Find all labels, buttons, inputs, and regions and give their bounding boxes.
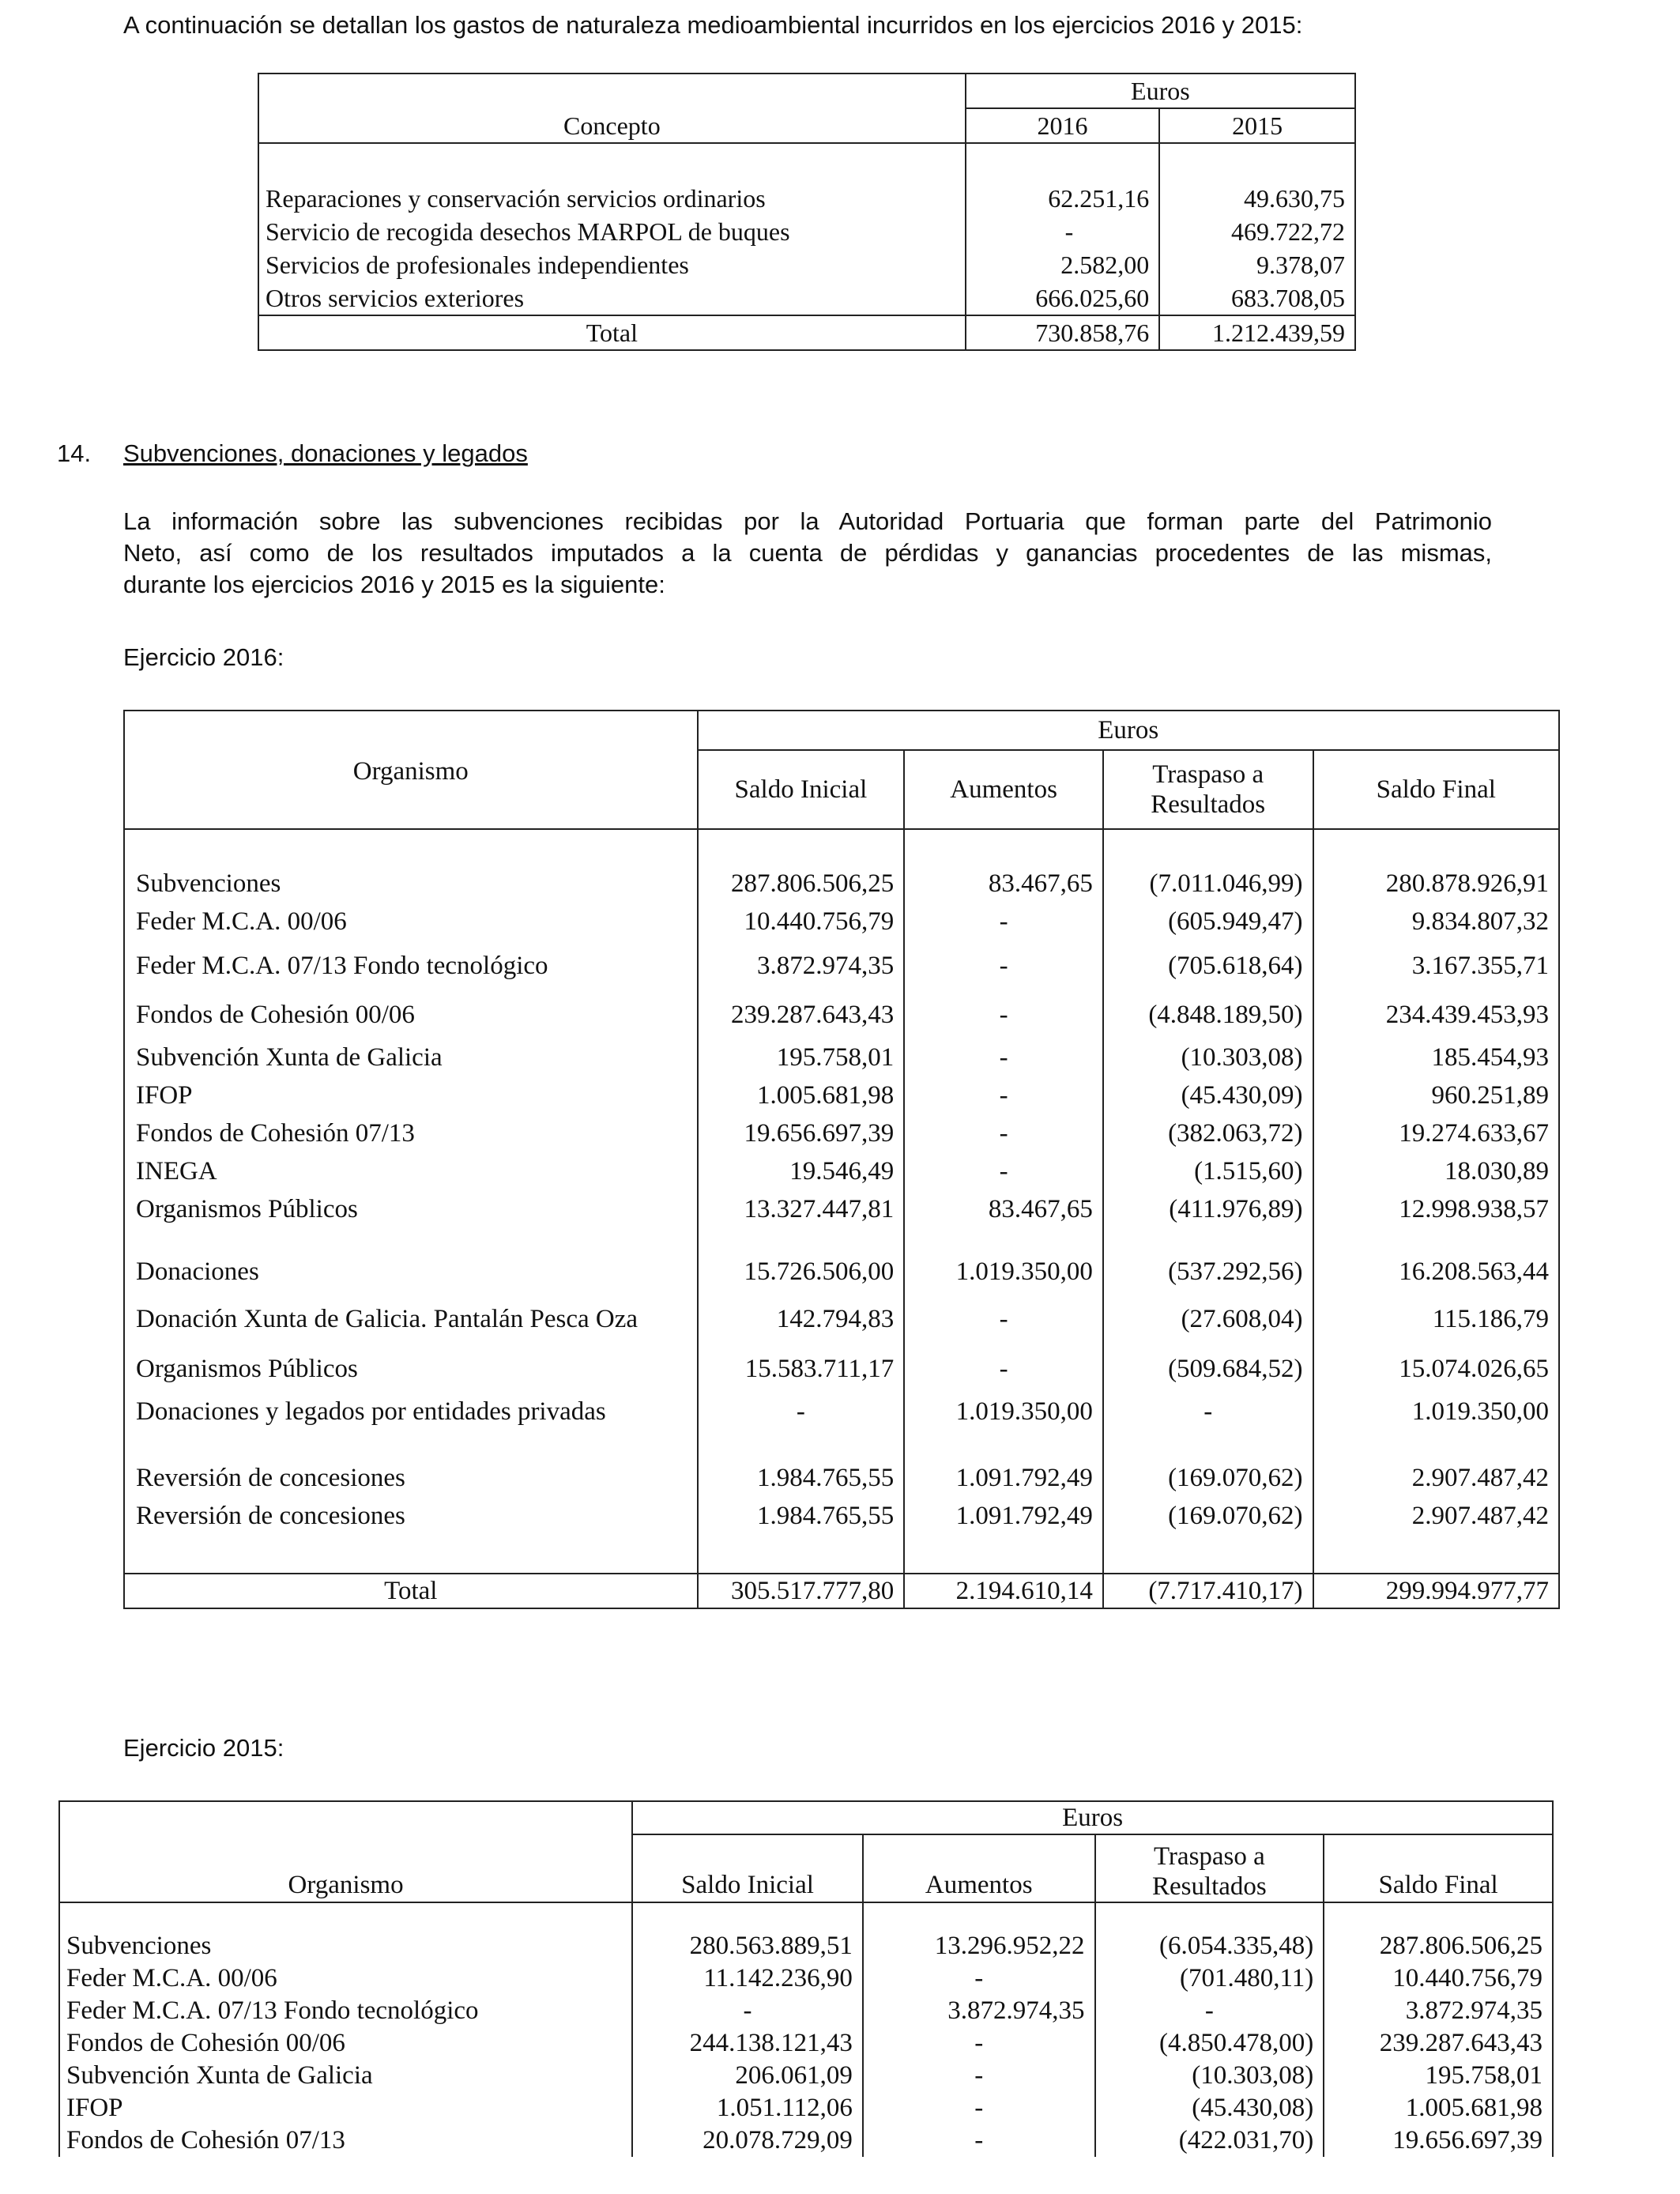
total-2016: 730.858,76 bbox=[966, 315, 1160, 350]
paragraph-line: Neto, así como de los resultados imputados a la cuenta de pérdidas y ganancias procedentes de las mismas, bbox=[123, 539, 1492, 567]
cell-traspaso: (382.063,72) bbox=[1103, 1114, 1313, 1152]
table-row bbox=[124, 1497, 1559, 1535]
cell-aumentos: - bbox=[863, 2027, 1095, 2060]
table-row bbox=[124, 1114, 1559, 1152]
row-label: INEGA bbox=[136, 1157, 217, 1186]
cell-traspaso: - bbox=[1103, 1393, 1313, 1431]
cell-saldo-final: 115.186,79 bbox=[1313, 1293, 1559, 1345]
total-row bbox=[124, 1574, 1559, 1608]
table-row bbox=[124, 941, 1559, 991]
table-row bbox=[258, 215, 1355, 248]
row-label: Fondos de Cohesión 00/06 bbox=[136, 1001, 415, 1029]
total-saldo-inicial: 305.517.777,80 bbox=[698, 1574, 905, 1608]
row-label: Feder M.C.A. 07/13 Fondo tecnológico bbox=[136, 952, 548, 980]
table-row bbox=[59, 1962, 1553, 1995]
row-label: Servicios de profesionales independientes bbox=[266, 251, 689, 279]
cell-traspaso: (509.684,52) bbox=[1103, 1345, 1313, 1393]
cell-2015: 49.630,75 bbox=[1159, 182, 1355, 215]
table-row bbox=[124, 991, 1559, 1039]
cell-aumentos: - bbox=[904, 941, 1103, 991]
cell-saldo-inicial: 10.440.756,79 bbox=[698, 903, 905, 941]
cell-saldo-final: 1.005.681,98 bbox=[1324, 2092, 1553, 2124]
table-row bbox=[59, 2027, 1553, 2060]
header-traspaso-line1: Traspaso a bbox=[1152, 760, 1264, 789]
cell-saldo-final: 10.440.756,79 bbox=[1324, 1962, 1553, 1995]
total-traspaso: (7.717.410,17) bbox=[1103, 1574, 1313, 1608]
environmental-expenses-table bbox=[258, 73, 1356, 351]
cell-saldo-inicial: 15.583.711,17 bbox=[698, 1345, 905, 1393]
cell-aumentos: - bbox=[904, 1152, 1103, 1190]
table-row bbox=[124, 1293, 1559, 1345]
cell-aumentos: 1.091.792,49 bbox=[904, 1497, 1103, 1535]
section-number: 14. bbox=[57, 439, 92, 467]
cell-traspaso: (411.976,89) bbox=[1103, 1190, 1313, 1228]
header-traspaso bbox=[1095, 1834, 1324, 1902]
table-row bbox=[59, 1995, 1553, 2027]
cell-2015: 469.722,72 bbox=[1159, 215, 1355, 248]
cell-saldo-final: 19.274.633,67 bbox=[1313, 1114, 1559, 1152]
header-concepto: Concepto bbox=[258, 74, 966, 143]
cell-traspaso: (1.515,60) bbox=[1103, 1152, 1313, 1190]
table-row bbox=[59, 2060, 1553, 2092]
row-label: Otros servicios exteriores bbox=[266, 284, 525, 312]
cell-traspaso: (701.480,11) bbox=[1095, 1962, 1324, 1995]
table-row bbox=[124, 1345, 1559, 1393]
cell-traspaso: (605.949,47) bbox=[1103, 903, 1313, 941]
total-label: Total bbox=[124, 1574, 698, 1608]
total-saldo-final: 299.994.977,77 bbox=[1313, 1574, 1559, 1608]
table-row bbox=[258, 281, 1355, 315]
table-row bbox=[124, 1190, 1559, 1228]
cell-traspaso: (27.608,04) bbox=[1103, 1293, 1313, 1345]
header-saldo-inicial: Saldo Inicial bbox=[632, 1834, 863, 1902]
cell-saldo-final: 3.167.355,71 bbox=[1313, 941, 1559, 991]
table-row bbox=[124, 1076, 1559, 1114]
cell-traspaso: (537.292,56) bbox=[1103, 1250, 1313, 1293]
cell-saldo-final: 195.758,01 bbox=[1324, 2060, 1553, 2092]
cell-aumentos: - bbox=[904, 1076, 1103, 1114]
cell-saldo-final: 15.074.026,65 bbox=[1313, 1345, 1559, 1393]
cell-traspaso: (169.070,62) bbox=[1103, 1459, 1313, 1497]
cell-2016: 666.025,60 bbox=[966, 281, 1160, 315]
row-label: IFOP bbox=[136, 1081, 193, 1110]
row-label: Servicio de recogida desechos MARPOL de buques bbox=[266, 217, 790, 246]
cell-aumentos: - bbox=[904, 1039, 1103, 1076]
row-label: Subvención Xunta de Galicia bbox=[136, 1043, 443, 1072]
table-row bbox=[124, 865, 1559, 903]
cell-saldo-final: 2.907.487,42 bbox=[1313, 1497, 1559, 1535]
row-label: Organismos Públicos bbox=[136, 1195, 358, 1223]
subsidies-2016-table bbox=[123, 710, 1560, 1609]
row-label: Organismos Públicos bbox=[136, 1355, 358, 1383]
cell-aumentos: - bbox=[904, 903, 1103, 941]
cell-traspaso: (705.618,64) bbox=[1103, 941, 1313, 991]
cell-saldo-inicial: 13.327.447,81 bbox=[698, 1190, 905, 1228]
cell-traspaso: (4.850.478,00) bbox=[1095, 2027, 1324, 2060]
ejercicio-2016-label: Ejercicio 2016: bbox=[123, 643, 284, 671]
cell-saldo-inicial: - bbox=[698, 1393, 905, 1431]
table-row bbox=[59, 2124, 1553, 2157]
cell-saldo-inicial: 206.061,09 bbox=[632, 2060, 863, 2092]
cell-2016: 2.582,00 bbox=[966, 248, 1160, 281]
cell-saldo-final: 1.019.350,00 bbox=[1313, 1393, 1559, 1431]
cell-traspaso: (169.070,62) bbox=[1103, 1497, 1313, 1535]
header-traspaso-line2: Resultados bbox=[1151, 790, 1266, 819]
total-label: Total bbox=[258, 315, 966, 350]
cell-saldo-inicial: 1.005.681,98 bbox=[698, 1076, 905, 1114]
cell-saldo-final: 185.454,93 bbox=[1313, 1039, 1559, 1076]
intro-text: A continuación se detallan los gastos de naturaleza medioambiental incurridos en los ejercicios 2016 y 2015: bbox=[123, 11, 1303, 39]
cell-saldo-inicial: 20.078.729,09 bbox=[632, 2124, 863, 2157]
cell-saldo-final: 9.834.807,32 bbox=[1313, 903, 1559, 941]
cell-saldo-inicial: 1.984.765,55 bbox=[698, 1459, 905, 1497]
cell-aumentos: 1.019.350,00 bbox=[904, 1250, 1103, 1293]
row-label: Reparaciones y conservación servicios ordinarios bbox=[266, 184, 766, 213]
cell-2016: - bbox=[966, 215, 1160, 248]
header-euros: Euros bbox=[698, 711, 1559, 750]
table-row bbox=[258, 182, 1355, 215]
table-row bbox=[59, 1930, 1553, 1962]
cell-aumentos: - bbox=[904, 1293, 1103, 1345]
cell-aumentos: - bbox=[904, 1345, 1103, 1393]
row-label: Subvención Xunta de Galicia bbox=[66, 2061, 373, 2090]
header-organismo: Organismo bbox=[124, 711, 698, 829]
header-saldo-inicial: Saldo Inicial bbox=[698, 750, 905, 829]
cell-saldo-inicial: 19.656.697,39 bbox=[698, 1114, 905, 1152]
row-label: Reversión de concesiones bbox=[136, 1464, 405, 1492]
cell-aumentos: - bbox=[863, 2060, 1095, 2092]
cell-traspaso: (10.303,08) bbox=[1103, 1039, 1313, 1076]
table-row bbox=[124, 1152, 1559, 1190]
cell-2016: 62.251,16 bbox=[966, 182, 1160, 215]
cell-saldo-inicial: 287.806.506,25 bbox=[698, 865, 905, 903]
row-label: Donaciones bbox=[136, 1257, 259, 1286]
cell-saldo-inicial: - bbox=[632, 1995, 863, 2027]
table-row bbox=[124, 1459, 1559, 1497]
cell-saldo-final: 280.878.926,91 bbox=[1313, 865, 1559, 903]
total-aumentos: 2.194.610,14 bbox=[904, 1574, 1103, 1608]
cell-saldo-final: 2.907.487,42 bbox=[1313, 1459, 1559, 1497]
header-aumentos: Aumentos bbox=[863, 1834, 1095, 1902]
cell-saldo-inicial: 280.563.889,51 bbox=[632, 1930, 863, 1962]
header-traspaso-line2: Resultados bbox=[1151, 1872, 1267, 1901]
header-traspaso-line1: Traspaso a bbox=[1153, 1842, 1265, 1871]
cell-traspaso: - bbox=[1095, 1995, 1324, 2027]
cell-aumentos: 1.019.350,00 bbox=[904, 1393, 1103, 1431]
cell-saldo-final: 18.030,89 bbox=[1313, 1152, 1559, 1190]
row-label: Subvenciones bbox=[136, 869, 281, 898]
cell-aumentos: 83.467,65 bbox=[904, 865, 1103, 903]
total-row bbox=[258, 315, 1355, 350]
cell-saldo-inicial: 1.051.112,06 bbox=[632, 2092, 863, 2124]
header-saldo-final: Saldo Final bbox=[1324, 1834, 1553, 1902]
row-label: Donaciones y legados por entidades privadas bbox=[136, 1397, 606, 1426]
cell-saldo-final: 239.287.643,43 bbox=[1324, 2027, 1553, 2060]
paragraph-line: durante los ejercicios 2016 y 2015 es la siguiente: bbox=[123, 571, 665, 598]
row-label: Feder M.C.A. 00/06 bbox=[66, 1964, 277, 1992]
cell-traspaso: (6.054.335,48) bbox=[1095, 1930, 1324, 1962]
cell-saldo-inicial: 19.546,49 bbox=[698, 1152, 905, 1190]
cell-saldo-final: 12.998.938,57 bbox=[1313, 1190, 1559, 1228]
cell-aumentos: - bbox=[863, 2124, 1095, 2157]
row-label: Feder M.C.A. 07/13 Fondo tecnológico bbox=[66, 1996, 479, 2025]
cell-saldo-final: 287.806.506,25 bbox=[1324, 1930, 1553, 1962]
row-label: Fondos de Cohesión 07/13 bbox=[66, 2126, 345, 2154]
cell-aumentos: 3.872.974,35 bbox=[863, 1995, 1095, 2027]
cell-saldo-inicial: 3.872.974,35 bbox=[698, 941, 905, 991]
row-label: Fondos de Cohesión 07/13 bbox=[136, 1119, 415, 1148]
cell-traspaso: (10.303,08) bbox=[1095, 2060, 1324, 2092]
cell-saldo-final: 16.208.563,44 bbox=[1313, 1250, 1559, 1293]
cell-aumentos: 83.467,65 bbox=[904, 1190, 1103, 1228]
row-label: Subvenciones bbox=[66, 1932, 212, 1960]
paragraph-line: La información sobre las subvenciones recibidas por la Autoridad Portuaria que forman parte del Patrimonio bbox=[123, 507, 1492, 535]
cell-saldo-inicial: 142.794,83 bbox=[698, 1293, 905, 1345]
cell-traspaso: (45.430,08) bbox=[1095, 2092, 1324, 2124]
row-label: Donación Xunta de Galicia. Pantalán Pesca Oza bbox=[136, 1305, 638, 1333]
header-euros: Euros bbox=[966, 74, 1355, 108]
subsidies-2015-table bbox=[58, 1800, 1554, 2157]
header-euros: Euros bbox=[632, 1801, 1553, 1834]
row-label: Fondos de Cohesión 00/06 bbox=[66, 2029, 345, 2057]
section-title: Subvenciones, donaciones y legados bbox=[123, 439, 528, 467]
row-label: Reversión de concesiones bbox=[136, 1502, 405, 1530]
cell-saldo-inicial: 244.138.121,43 bbox=[632, 2027, 863, 2060]
cell-aumentos: 13.296.952,22 bbox=[863, 1930, 1095, 1962]
row-label: Feder M.C.A. 00/06 bbox=[136, 907, 347, 936]
cell-aumentos: - bbox=[904, 1114, 1103, 1152]
total-2015: 1.212.439,59 bbox=[1159, 315, 1355, 350]
header-2015: 2015 bbox=[1159, 108, 1355, 143]
cell-traspaso: (7.011.046,99) bbox=[1103, 865, 1313, 903]
table-row bbox=[258, 248, 1355, 281]
row-label: IFOP bbox=[66, 2094, 123, 2122]
cell-aumentos: - bbox=[904, 991, 1103, 1039]
cell-saldo-inicial: 195.758,01 bbox=[698, 1039, 905, 1076]
cell-2015: 683.708,05 bbox=[1159, 281, 1355, 315]
header-saldo-final: Saldo Final bbox=[1313, 750, 1559, 829]
header-2016: 2016 bbox=[966, 108, 1160, 143]
cell-traspaso: (422.031,70) bbox=[1095, 2124, 1324, 2157]
table-row bbox=[124, 1250, 1559, 1293]
header-traspaso bbox=[1103, 750, 1313, 829]
cell-aumentos: - bbox=[863, 1962, 1095, 1995]
cell-2015: 9.378,07 bbox=[1159, 248, 1355, 281]
cell-saldo-inicial: 1.984.765,55 bbox=[698, 1497, 905, 1535]
table-row bbox=[124, 1393, 1559, 1431]
header-organismo: Organismo bbox=[59, 1801, 632, 1902]
cell-saldo-inicial: 239.287.643,43 bbox=[698, 991, 905, 1039]
cell-aumentos: 1.091.792,49 bbox=[904, 1459, 1103, 1497]
table-row bbox=[124, 1039, 1559, 1076]
table-row bbox=[124, 903, 1559, 941]
cell-traspaso: (4.848.189,50) bbox=[1103, 991, 1313, 1039]
section-paragraph bbox=[123, 506, 1492, 601]
ejercicio-2015-label: Ejercicio 2015: bbox=[123, 1734, 284, 1762]
cell-saldo-final: 19.656.697,39 bbox=[1324, 2124, 1553, 2157]
cell-aumentos: - bbox=[863, 2092, 1095, 2124]
table-row bbox=[59, 2092, 1553, 2124]
cell-saldo-final: 960.251,89 bbox=[1313, 1076, 1559, 1114]
cell-saldo-inicial: 11.142.236,90 bbox=[632, 1962, 863, 1995]
header-aumentos: Aumentos bbox=[904, 750, 1103, 829]
cell-traspaso: (45.430,09) bbox=[1103, 1076, 1313, 1114]
cell-saldo-inicial: 15.726.506,00 bbox=[698, 1250, 905, 1293]
cell-saldo-final: 3.872.974,35 bbox=[1324, 1995, 1553, 2027]
cell-saldo-final: 234.439.453,93 bbox=[1313, 991, 1559, 1039]
